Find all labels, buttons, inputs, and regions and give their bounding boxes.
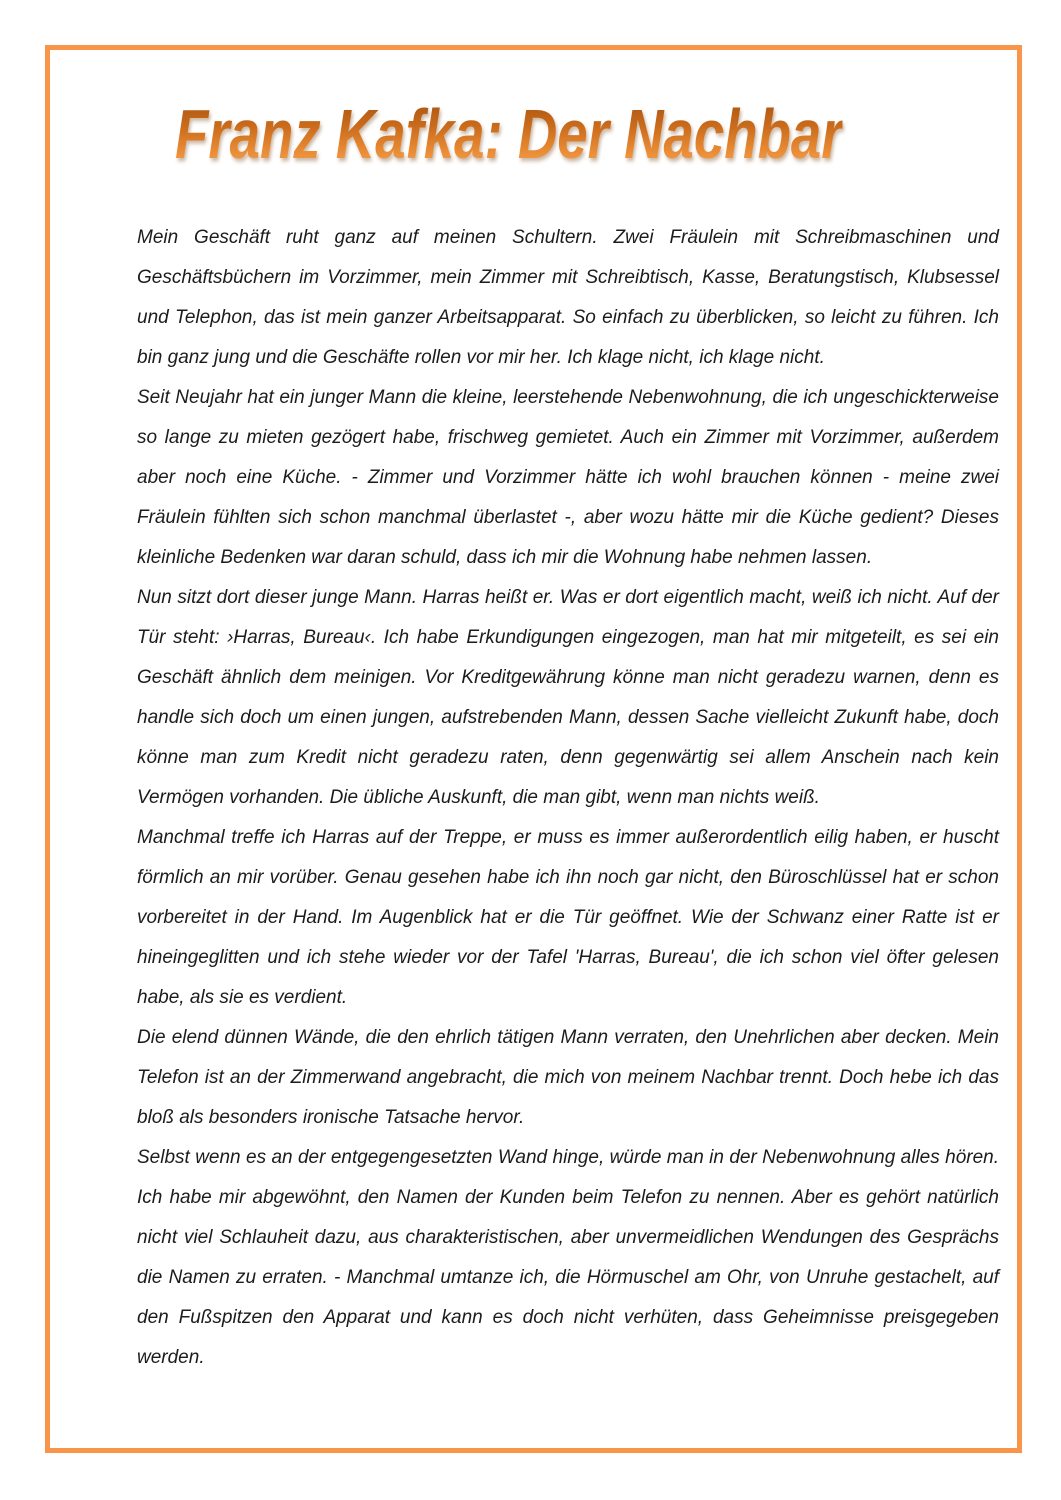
document-body [137, 218, 999, 1378]
paragraph-6: Selbst wenn es an der entgegengesetzten Wand hinge, würde man in der Nebenwohnung alles hören. Ich habe mir abgewöhnt, den Namen der Kunden beim Telefon zu nennen. Aber es gehört natürlich nicht viel Schlauheit dazu, aus charakteristischen, aber unvermeidlichen Wendungen des Gesprächs die Namen zu erraten. - Manchmal umtanze ich, die Hörmuschel am Ohr, von Unruhe gestachelt, auf den Fußspitzen den Apparat und kann es doch nicht verhüten, dass Geheimnisse preisgegeben werden. [137, 1147, 999, 1368]
paragraph-3: Nun sitzt dort dieser junge Mann. Harras heißt er. Was er dort eigentlich macht, weiß ich nicht. Auf der Tür steht: ›Harras, Bureau‹. Ich habe Erkundigungen eingezogen, man hat mir mitgeteilt, es sei ein Geschäft ähnlich dem meinigen. Vor Kreditgewährung könne man nicht geradezu warnen, denn es handle sich doch um einen jungen, aufstrebenden Mann, dessen Sache vielleicht Zukunft habe, doch könne man zum Kredit nicht geradezu raten, denn gegenwärtig sei allem Anschein nach kein Vermögen vorhanden. Die übliche Auskunft, die man gibt, wenn man nichts weiß. [137, 587, 999, 808]
paragraph-2: Seit Neujahr hat ein junger Mann die kleine, leerstehende Nebenwohnung, die ich ungeschickterweise so lange zu mieten gezögert habe, frischweg gemietet. Auch ein Zimmer mit Vorzimmer, außerdem aber noch eine Küche. - Zimmer und Vorzimmer hätte ich wohl brauchen können - meine zwei Fräulein fühlten sich schon manchmal überlastet -, aber wozu hätte mir die Küche gedient? Dieses kleinliche Bedenken war daran schuld, dass ich mir die Wohnung habe nehmen lassen. [137, 387, 999, 568]
paragraph-5: Die elend dünnen Wände, die den ehrlich tätigen Mann verraten, den Unehrlichen aber decken. Mein Telefon ist an der Zimmerwand angebracht, die mich von meinem Nachbar trennt. Doch hebe ich das bloß als besonders ironische Tatsache hervor. [137, 1027, 999, 1128]
document-title [175, 96, 1031, 173]
document-title-text: Franz Kafka: Der Nachbar [175, 95, 843, 173]
paragraph-4: Manchmal treffe ich Harras auf der Treppe, er muss es immer außerordentlich eilig haben, er huscht förmlich an mir vorüber. Genau gesehen habe ich ihn noch gar nicht, den Büroschlüssel hat er schon vorbereitet in der Hand. Im Augenblick hat er die Tür geöffnet. Wie der Schwanz einer Ratte ist er hineingeglitten und ich stehe wieder vor der Tafel 'Harras, Bureau', die ich schon viel öfter gelesen habe, als sie es verdient. [137, 827, 999, 1008]
paragraph-1: Mein Geschäft ruht ganz auf meinen Schultern. Zwei Fräulein mit Schreibmaschinen und Geschäftsbüchern im Vorzimmer, mein Zimmer mit Schreibtisch, Kasse, Beratungstisch, Klubsessel und Telephon, das ist mein ganzer Arbeitsapparat. So einfach zu überblicken, so leicht zu führen. Ich bin ganz jung und die Geschäfte rollen vor mir her. Ich klage nicht, ich klage nicht. [137, 227, 999, 368]
